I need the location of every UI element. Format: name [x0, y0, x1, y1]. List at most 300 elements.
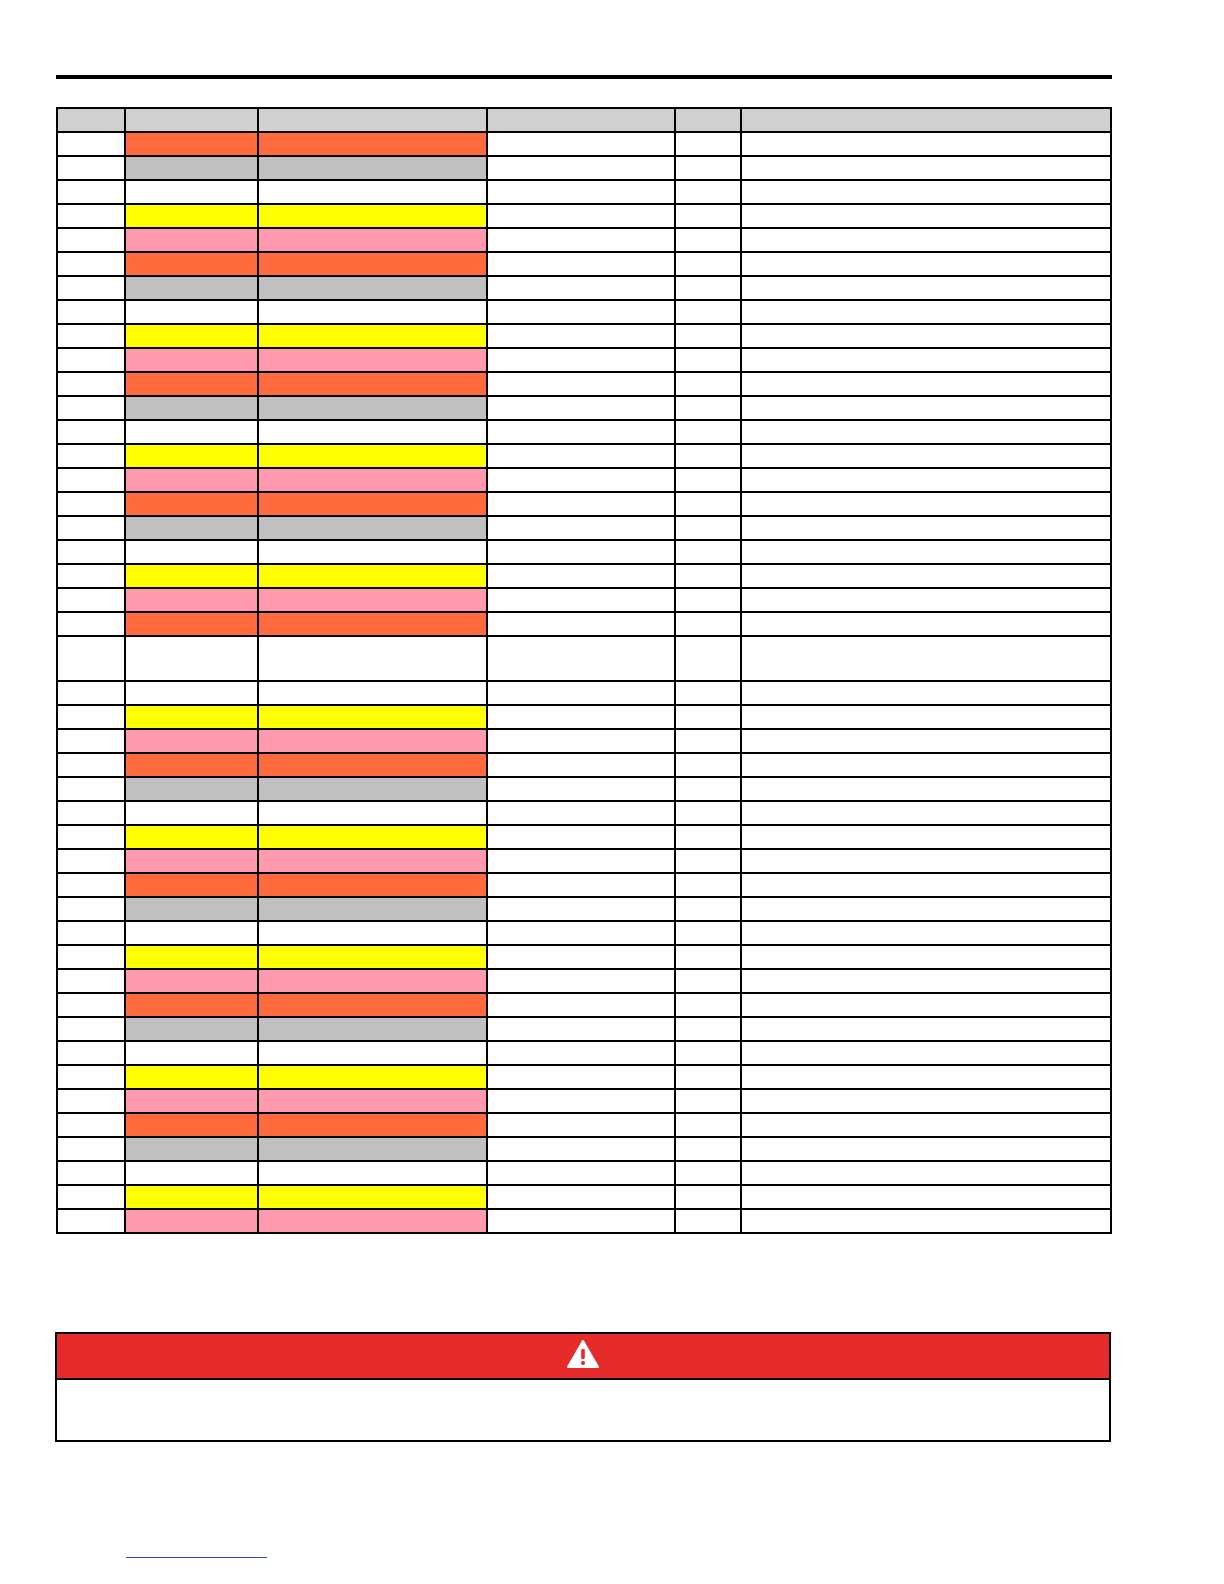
color-swatch-cell: [258, 1137, 487, 1161]
table-cell: [487, 444, 675, 468]
table-row: [57, 1041, 1111, 1065]
table-cell: [487, 564, 675, 588]
color-swatch-cell: [258, 1089, 487, 1113]
table-cell: [57, 945, 125, 969]
color-swatch-cell: [125, 1041, 258, 1065]
table-row: [57, 777, 1111, 801]
color-swatch-cell: [258, 777, 487, 801]
table-cell: [57, 753, 125, 777]
table-cell: [741, 969, 1111, 993]
table-cell: [675, 1113, 741, 1137]
table-cell: [487, 324, 675, 348]
color-code-table: [56, 107, 1112, 1234]
table-cell: [487, 492, 675, 516]
color-swatch-cell: [258, 897, 487, 921]
table-cell: [741, 420, 1111, 444]
table-cell: [675, 801, 741, 825]
color-swatch-cell: [258, 921, 487, 945]
table-cell: [741, 873, 1111, 897]
warning-header: [57, 1334, 1109, 1380]
table-cell: [57, 132, 125, 156]
table-cell: [741, 1209, 1111, 1233]
color-swatch-cell: [258, 588, 487, 612]
table-cell: [741, 1089, 1111, 1113]
table-cell: [741, 1017, 1111, 1041]
color-swatch-cell: [258, 324, 487, 348]
table-cell: [57, 873, 125, 897]
table-cell: [57, 228, 125, 252]
table-row: [57, 801, 1111, 825]
color-swatch-cell: [125, 516, 258, 540]
table-row: [57, 204, 1111, 228]
table-cell: [57, 468, 125, 492]
color-swatch-cell: [125, 1017, 258, 1041]
table-cell: [675, 1137, 741, 1161]
color-swatch-cell: [125, 468, 258, 492]
table-cell: [675, 444, 741, 468]
color-swatch-cell: [258, 132, 487, 156]
table-cell: [57, 156, 125, 180]
table-cell: [57, 324, 125, 348]
color-swatch-cell: [258, 993, 487, 1017]
color-swatch-cell: [258, 753, 487, 777]
table-cell: [741, 564, 1111, 588]
table-cell: [741, 228, 1111, 252]
table-row: [57, 1113, 1111, 1137]
table-cell: [487, 945, 675, 969]
table-header-row: [57, 108, 1111, 132]
table-row: [57, 705, 1111, 729]
warning-box: [55, 1332, 1111, 1442]
table-row: [57, 348, 1111, 372]
table-cell: [487, 540, 675, 564]
table-row: [57, 612, 1111, 636]
color-swatch-cell: [258, 1113, 487, 1137]
table-cell: [487, 825, 675, 849]
table-cell: [675, 921, 741, 945]
table-row: [57, 444, 1111, 468]
table-row: [57, 897, 1111, 921]
table-cell: [741, 993, 1111, 1017]
color-swatch-cell: [258, 300, 487, 324]
warning-text: [57, 1380, 1109, 1442]
table-cell: [57, 612, 125, 636]
table-cell: [487, 252, 675, 276]
table-cell: [741, 276, 1111, 300]
table-cell: [57, 1185, 125, 1209]
column-header: [741, 108, 1111, 132]
table-row: [57, 1065, 1111, 1089]
table-cell: [741, 396, 1111, 420]
table-cell: [57, 849, 125, 873]
table-body: [57, 132, 1111, 1233]
color-swatch-cell: [125, 1209, 258, 1233]
color-swatch-cell: [125, 636, 258, 681]
table-cell: [741, 1065, 1111, 1089]
table-cell: [741, 540, 1111, 564]
color-swatch-cell: [258, 1161, 487, 1185]
color-swatch-cell: [125, 492, 258, 516]
table-cell: [741, 897, 1111, 921]
color-swatch-cell: [125, 300, 258, 324]
table-row: [57, 1137, 1111, 1161]
table-cell: [675, 420, 741, 444]
color-swatch-cell: [258, 444, 487, 468]
color-swatch-cell: [125, 777, 258, 801]
table-cell: [675, 993, 741, 1017]
color-swatch-cell: [125, 1161, 258, 1185]
table-cell: [741, 1137, 1111, 1161]
table-cell: [675, 1041, 741, 1065]
table-cell: [57, 921, 125, 945]
color-swatch-cell: [125, 1185, 258, 1209]
table-row: [57, 396, 1111, 420]
table-cell: [675, 1209, 741, 1233]
table-cell: [487, 1017, 675, 1041]
table-cell: [57, 540, 125, 564]
table-cell: [487, 588, 675, 612]
table-cell: [57, 1113, 125, 1137]
color-swatch-cell: [258, 636, 487, 681]
color-swatch-cell: [125, 612, 258, 636]
color-swatch-cell: [125, 276, 258, 300]
table-cell: [675, 468, 741, 492]
table-cell: [487, 468, 675, 492]
color-swatch-cell: [258, 252, 487, 276]
table-row: [57, 228, 1111, 252]
table-cell: [675, 276, 741, 300]
table-cell: [57, 993, 125, 1017]
table-cell: [741, 468, 1111, 492]
color-swatch-cell: [258, 492, 487, 516]
table-cell: [487, 969, 675, 993]
color-swatch-cell: [258, 969, 487, 993]
table-cell: [675, 156, 741, 180]
table-cell: [741, 348, 1111, 372]
footer-link-underline[interactable]: [126, 1557, 267, 1558]
table-cell: [487, 1065, 675, 1089]
color-swatch-cell: [258, 348, 487, 372]
table-cell: [487, 396, 675, 420]
table-cell: [675, 612, 741, 636]
table-row: [57, 636, 1111, 681]
table-row: [57, 588, 1111, 612]
table-row: [57, 1017, 1111, 1041]
table-cell: [741, 921, 1111, 945]
color-swatch-cell: [125, 324, 258, 348]
table-cell: [487, 276, 675, 300]
color-swatch-cell: [258, 801, 487, 825]
table-row: [57, 969, 1111, 993]
color-swatch-cell: [125, 753, 258, 777]
table-cell: [487, 705, 675, 729]
table-cell: [675, 324, 741, 348]
table-cell: [675, 1161, 741, 1185]
color-swatch-cell: [125, 681, 258, 705]
table-cell: [487, 729, 675, 753]
table-cell: [57, 300, 125, 324]
color-swatch-cell: [258, 372, 487, 396]
table-cell: [487, 156, 675, 180]
color-swatch-cell: [125, 1113, 258, 1137]
table-cell: [741, 1113, 1111, 1137]
table-cell: [57, 444, 125, 468]
table-cell: [487, 1089, 675, 1113]
table-cell: [675, 1065, 741, 1089]
color-swatch-cell: [125, 204, 258, 228]
table-cell: [741, 372, 1111, 396]
table-row: [57, 681, 1111, 705]
table-cell: [675, 372, 741, 396]
color-swatch-cell: [125, 564, 258, 588]
table-cell: [741, 492, 1111, 516]
table-cell: [741, 204, 1111, 228]
table-cell: [57, 204, 125, 228]
color-swatch-cell: [125, 969, 258, 993]
table-cell: [741, 777, 1111, 801]
table-cell: [675, 1185, 741, 1209]
table-cell: [487, 612, 675, 636]
table-cell: [675, 540, 741, 564]
table-cell: [487, 777, 675, 801]
color-swatch-cell: [258, 612, 487, 636]
table-cell: [487, 132, 675, 156]
color-swatch-cell: [125, 180, 258, 204]
table-cell: [487, 420, 675, 444]
table-cell: [487, 1209, 675, 1233]
color-swatch-cell: [258, 156, 487, 180]
table-cell: [741, 156, 1111, 180]
color-swatch-cell: [125, 705, 258, 729]
table-cell: [57, 396, 125, 420]
column-header: [125, 108, 258, 132]
table-cell: [675, 180, 741, 204]
color-swatch-cell: [258, 729, 487, 753]
table-row: [57, 1089, 1111, 1113]
color-swatch-cell: [125, 993, 258, 1017]
table-row: [57, 921, 1111, 945]
table-cell: [57, 1065, 125, 1089]
table-cell: [487, 993, 675, 1017]
color-swatch-cell: [125, 348, 258, 372]
color-swatch-cell: [258, 945, 487, 969]
table-row: [57, 324, 1111, 348]
table-cell: [57, 636, 125, 681]
table-row: [57, 945, 1111, 969]
table-cell: [741, 705, 1111, 729]
table-cell: [741, 825, 1111, 849]
color-swatch-cell: [125, 540, 258, 564]
table-cell: [57, 492, 125, 516]
color-swatch-cell: [258, 180, 487, 204]
table-row: [57, 753, 1111, 777]
table-row: [57, 1161, 1111, 1185]
color-swatch-cell: [258, 468, 487, 492]
color-swatch-cell: [125, 156, 258, 180]
color-swatch-cell: [125, 132, 258, 156]
table-cell: [675, 969, 741, 993]
table-cell: [675, 252, 741, 276]
table-cell: [741, 729, 1111, 753]
color-swatch-cell: [125, 420, 258, 444]
table-row: [57, 180, 1111, 204]
table-row: [57, 873, 1111, 897]
table-cell: [675, 564, 741, 588]
color-swatch-cell: [125, 873, 258, 897]
table-cell: [57, 348, 125, 372]
table-cell: [675, 1017, 741, 1041]
color-swatch-cell: [258, 1065, 487, 1089]
color-swatch-cell: [125, 588, 258, 612]
color-swatch-cell: [258, 1209, 487, 1233]
table-cell: [675, 681, 741, 705]
table-cell: [741, 132, 1111, 156]
table-cell: [487, 681, 675, 705]
table-cell: [487, 348, 675, 372]
table-cell: [487, 180, 675, 204]
table-cell: [741, 1041, 1111, 1065]
table-cell: [675, 300, 741, 324]
table-cell: [487, 921, 675, 945]
table-cell: [487, 801, 675, 825]
color-swatch-cell: [258, 276, 487, 300]
table-cell: [675, 873, 741, 897]
table-cell: [741, 681, 1111, 705]
table-cell: [57, 516, 125, 540]
table-cell: [487, 1185, 675, 1209]
table-cell: [675, 753, 741, 777]
table-cell: [487, 300, 675, 324]
table-cell: [487, 228, 675, 252]
color-swatch-cell: [125, 921, 258, 945]
table-cell: [741, 588, 1111, 612]
table-row: [57, 156, 1111, 180]
color-swatch-cell: [125, 444, 258, 468]
table-row: [57, 372, 1111, 396]
color-swatch-cell: [125, 1065, 258, 1089]
column-header: [57, 108, 125, 132]
table-cell: [741, 324, 1111, 348]
table-row: [57, 1185, 1111, 1209]
table-cell: [57, 729, 125, 753]
color-swatch-cell: [258, 396, 487, 420]
color-swatch-cell: [125, 801, 258, 825]
table-row: [57, 1209, 1111, 1233]
table-cell: [57, 897, 125, 921]
table-cell: [57, 1161, 125, 1185]
table-cell: [741, 612, 1111, 636]
table-row: [57, 729, 1111, 753]
table-cell: [57, 777, 125, 801]
color-swatch-cell: [125, 825, 258, 849]
color-swatch-cell: [125, 897, 258, 921]
color-swatch-cell: [258, 540, 487, 564]
table-cell: [57, 588, 125, 612]
table-row: [57, 825, 1111, 849]
table-cell: [57, 1137, 125, 1161]
column-header: [487, 108, 675, 132]
table-row: [57, 132, 1111, 156]
table-cell: [675, 348, 741, 372]
table-cell: [741, 801, 1111, 825]
color-swatch-cell: [258, 681, 487, 705]
table-row: [57, 540, 1111, 564]
table-cell: [487, 636, 675, 681]
color-swatch-cell: [125, 228, 258, 252]
table-cell: [487, 372, 675, 396]
table-row: [57, 564, 1111, 588]
top-rule: [56, 75, 1112, 79]
table-cell: [741, 300, 1111, 324]
table-cell: [741, 1185, 1111, 1209]
table-cell: [57, 1209, 125, 1233]
table-cell: [675, 636, 741, 681]
table-cell: [741, 1161, 1111, 1185]
table-cell: [675, 945, 741, 969]
table-cell: [487, 516, 675, 540]
color-swatch-cell: [258, 873, 487, 897]
color-swatch-cell: [258, 849, 487, 873]
table-cell: [57, 801, 125, 825]
warning-triangle-icon: [566, 1339, 600, 1374]
table-row: [57, 492, 1111, 516]
color-swatch-cell: [258, 204, 487, 228]
table-cell: [741, 252, 1111, 276]
table-cell: [57, 969, 125, 993]
table-cell: [675, 777, 741, 801]
color-swatch-cell: [258, 516, 487, 540]
table-cell: [487, 1161, 675, 1185]
color-swatch-cell: [258, 228, 487, 252]
table-cell: [57, 180, 125, 204]
color-swatch-cell: [125, 945, 258, 969]
color-swatch-cell: [125, 372, 258, 396]
table-cell: [675, 897, 741, 921]
table-cell: [57, 681, 125, 705]
table-cell: [487, 849, 675, 873]
table-row: [57, 993, 1111, 1017]
table-cell: [675, 729, 741, 753]
table-cell: [741, 753, 1111, 777]
table-cell: [675, 849, 741, 873]
table-cell: [675, 492, 741, 516]
table-row: [57, 849, 1111, 873]
table-row: [57, 300, 1111, 324]
table-cell: [741, 180, 1111, 204]
table-cell: [675, 516, 741, 540]
color-swatch-cell: [125, 1137, 258, 1161]
table-cell: [57, 276, 125, 300]
table-cell: [487, 1137, 675, 1161]
table-row: [57, 420, 1111, 444]
table-cell: [741, 516, 1111, 540]
color-swatch-cell: [258, 825, 487, 849]
table-cell: [741, 444, 1111, 468]
table-cell: [57, 1089, 125, 1113]
table-cell: [57, 564, 125, 588]
table-row: [57, 516, 1111, 540]
color-swatch-cell: [258, 420, 487, 444]
table-cell: [675, 705, 741, 729]
table-cell: [57, 1017, 125, 1041]
table-cell: [57, 705, 125, 729]
table-cell: [741, 636, 1111, 681]
table-cell: [487, 873, 675, 897]
table-row: [57, 468, 1111, 492]
table-cell: [675, 588, 741, 612]
table-cell: [675, 228, 741, 252]
color-swatch-cell: [258, 564, 487, 588]
